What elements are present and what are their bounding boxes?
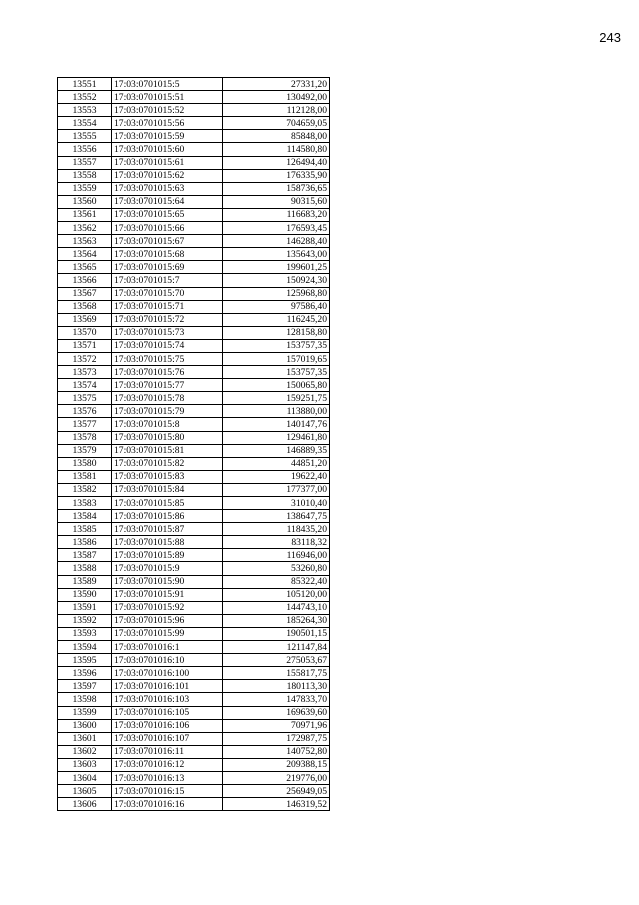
cadastral-number-cell: 17:03:0701016:13 <box>112 771 223 784</box>
row-number-cell: 13552 <box>58 91 112 104</box>
table-row <box>58 274 330 287</box>
cadastral-number-cell: 17:03:0701015:78 <box>112 392 223 405</box>
row-number-cell: 13584 <box>58 510 112 523</box>
table-row <box>58 536 330 549</box>
row-number-cell: 13585 <box>58 523 112 536</box>
row-number-cell: 13603 <box>58 758 112 771</box>
table-row <box>58 614 330 627</box>
cadastral-number-cell: 17:03:0701015:96 <box>112 614 223 627</box>
cadastral-number-cell: 17:03:0701015:87 <box>112 523 223 536</box>
table-row <box>58 523 330 536</box>
page-number: 243 <box>599 30 621 45</box>
table-row <box>58 575 330 588</box>
row-number-cell: 13591 <box>58 601 112 614</box>
table-row <box>58 431 330 444</box>
value-cell: 185264,30 <box>223 614 330 627</box>
cadastral-number-cell: 17:03:0701015:99 <box>112 627 223 640</box>
table-row <box>58 510 330 523</box>
row-number-cell: 13555 <box>58 130 112 143</box>
table-row <box>58 798 330 811</box>
cadastral-number-cell: 17:03:0701015:82 <box>112 457 223 470</box>
table-row <box>58 287 330 300</box>
value-cell: 150065,80 <box>223 379 330 392</box>
value-cell: 113880,00 <box>223 405 330 418</box>
table-row <box>58 418 330 431</box>
value-cell: 128158,80 <box>223 326 330 339</box>
table-row <box>58 470 330 483</box>
value-cell: 116946,00 <box>223 549 330 562</box>
cadastral-value-table <box>57 77 330 811</box>
row-number-cell: 13606 <box>58 798 112 811</box>
row-number-cell: 13577 <box>58 418 112 431</box>
value-cell: 90315,60 <box>223 195 330 208</box>
value-cell: 176335,90 <box>223 169 330 182</box>
table-row <box>58 104 330 117</box>
value-cell: 105120,00 <box>223 588 330 601</box>
row-number-cell: 13562 <box>58 222 112 235</box>
cadastral-number-cell: 17:03:0701015:7 <box>112 274 223 287</box>
value-cell: 53260,80 <box>223 562 330 575</box>
table-row <box>58 300 330 313</box>
cadastral-number-cell: 17:03:0701015:84 <box>112 483 223 496</box>
cadastral-number-cell: 17:03:0701015:79 <box>112 405 223 418</box>
table-row <box>58 143 330 156</box>
cadastral-number-cell: 17:03:0701015:69 <box>112 261 223 274</box>
row-number-cell: 13570 <box>58 326 112 339</box>
table-row <box>58 352 330 365</box>
row-number-cell: 13586 <box>58 536 112 549</box>
cadastral-number-cell: 17:03:0701015:5 <box>112 78 223 91</box>
cadastral-number-cell: 17:03:0701015:68 <box>112 248 223 261</box>
table-row <box>58 339 330 352</box>
value-cell: 146288,40 <box>223 235 330 248</box>
cadastral-number-cell: 17:03:0701015:85 <box>112 497 223 510</box>
table-row <box>58 195 330 208</box>
cadastral-number-cell: 17:03:0701015:56 <box>112 117 223 130</box>
cadastral-number-cell: 17:03:0701015:9 <box>112 562 223 575</box>
cadastral-number-cell: 17:03:0701016:15 <box>112 785 223 798</box>
row-number-cell: 13558 <box>58 169 112 182</box>
value-cell: 125968,80 <box>223 287 330 300</box>
value-cell: 44851,20 <box>223 457 330 470</box>
table-row <box>58 601 330 614</box>
value-cell: 159251,75 <box>223 392 330 405</box>
value-cell: 155817,75 <box>223 667 330 680</box>
table-row <box>58 457 330 470</box>
table-row <box>58 91 330 104</box>
value-cell: 112128,00 <box>223 104 330 117</box>
table-row <box>58 745 330 758</box>
value-cell: 172987,75 <box>223 732 330 745</box>
row-number-cell: 13589 <box>58 575 112 588</box>
row-number-cell: 13595 <box>58 654 112 667</box>
row-number-cell: 13598 <box>58 693 112 706</box>
value-cell: 180113,30 <box>223 680 330 693</box>
table-row <box>58 732 330 745</box>
row-number-cell: 13605 <box>58 785 112 798</box>
row-number-cell: 13559 <box>58 182 112 195</box>
cadastral-number-cell: 17:03:0701016:103 <box>112 693 223 706</box>
row-number-cell: 13583 <box>58 497 112 510</box>
value-cell: 153757,35 <box>223 339 330 352</box>
cadastral-number-cell: 17:03:0701016:106 <box>112 719 223 732</box>
table-row <box>58 379 330 392</box>
table-row <box>58 326 330 339</box>
cadastral-number-cell: 17:03:0701015:64 <box>112 195 223 208</box>
table-row <box>58 261 330 274</box>
row-number-cell: 13599 <box>58 706 112 719</box>
table-row <box>58 706 330 719</box>
table-row <box>58 719 330 732</box>
row-number-cell: 13567 <box>58 287 112 300</box>
table-row <box>58 654 330 667</box>
table-row <box>58 405 330 418</box>
cadastral-number-cell: 17:03:0701015:76 <box>112 366 223 379</box>
value-cell: 116245,20 <box>223 313 330 326</box>
row-number-cell: 13579 <box>58 444 112 457</box>
table-row <box>58 680 330 693</box>
cadastral-number-cell: 17:03:0701015:66 <box>112 222 223 235</box>
table-row <box>58 313 330 326</box>
value-cell: 126494,40 <box>223 156 330 169</box>
cadastral-number-cell: 17:03:0701015:91 <box>112 588 223 601</box>
value-cell: 31010,40 <box>223 497 330 510</box>
cadastral-number-cell: 17:03:0701015:52 <box>112 104 223 117</box>
table-row <box>58 169 330 182</box>
cadastral-number-cell: 17:03:0701016:100 <box>112 667 223 680</box>
row-number-cell: 13600 <box>58 719 112 732</box>
cadastral-number-cell: 17:03:0701015:73 <box>112 326 223 339</box>
row-number-cell: 13582 <box>58 483 112 496</box>
value-cell: 157019,65 <box>223 352 330 365</box>
row-number-cell: 13572 <box>58 352 112 365</box>
value-cell: 85322,40 <box>223 575 330 588</box>
row-number-cell: 13553 <box>58 104 112 117</box>
value-cell: 146319,52 <box>223 798 330 811</box>
row-number-cell: 13556 <box>58 143 112 156</box>
cadastral-number-cell: 17:03:0701016:11 <box>112 745 223 758</box>
value-cell: 19622,40 <box>223 470 330 483</box>
table-row <box>58 130 330 143</box>
cadastral-number-cell: 17:03:0701016:105 <box>112 706 223 719</box>
table-row <box>58 667 330 680</box>
cadastral-number-cell: 17:03:0701015:8 <box>112 418 223 431</box>
value-cell: 256949,05 <box>223 785 330 798</box>
value-cell: 199601,25 <box>223 261 330 274</box>
row-number-cell: 13573 <box>58 366 112 379</box>
value-cell: 121147,84 <box>223 641 330 654</box>
row-number-cell: 13588 <box>58 562 112 575</box>
value-cell: 114580,80 <box>223 143 330 156</box>
cadastral-number-cell: 17:03:0701016:16 <box>112 798 223 811</box>
row-number-cell: 13604 <box>58 771 112 784</box>
row-number-cell: 13581 <box>58 470 112 483</box>
table-row <box>58 156 330 169</box>
row-number-cell: 13594 <box>58 641 112 654</box>
table-row <box>58 208 330 221</box>
cadastral-number-cell: 17:03:0701016:10 <box>112 654 223 667</box>
value-cell: 70971,96 <box>223 719 330 732</box>
row-number-cell: 13576 <box>58 405 112 418</box>
cadastral-number-cell: 17:03:0701015:59 <box>112 130 223 143</box>
cadastral-number-cell: 17:03:0701015:71 <box>112 300 223 313</box>
cadastral-number-cell: 17:03:0701015:63 <box>112 182 223 195</box>
cadastral-number-cell: 17:03:0701015:65 <box>112 208 223 221</box>
row-number-cell: 13568 <box>58 300 112 313</box>
row-number-cell: 13596 <box>58 667 112 680</box>
value-cell: 116683,20 <box>223 208 330 221</box>
table-row <box>58 497 330 510</box>
cadastral-number-cell: 17:03:0701015:89 <box>112 549 223 562</box>
cadastral-number-cell: 17:03:0701015:86 <box>112 510 223 523</box>
value-cell: 118435,20 <box>223 523 330 536</box>
value-cell: 176593,45 <box>223 222 330 235</box>
value-cell: 140752,80 <box>223 745 330 758</box>
cadastral-number-cell: 17:03:0701015:51 <box>112 91 223 104</box>
table-row <box>58 483 330 496</box>
value-cell: 147833,70 <box>223 693 330 706</box>
table-row <box>58 248 330 261</box>
table-row <box>58 641 330 654</box>
value-cell: 129461,80 <box>223 431 330 444</box>
row-number-cell: 13561 <box>58 208 112 221</box>
value-cell: 83118,32 <box>223 536 330 549</box>
row-number-cell: 13587 <box>58 549 112 562</box>
value-cell: 169639,60 <box>223 706 330 719</box>
row-number-cell: 13580 <box>58 457 112 470</box>
row-number-cell: 13554 <box>58 117 112 130</box>
value-cell: 146889,35 <box>223 444 330 457</box>
cadastral-number-cell: 17:03:0701015:88 <box>112 536 223 549</box>
cadastral-number-cell: 17:03:0701015:90 <box>112 575 223 588</box>
table-row <box>58 78 330 91</box>
row-number-cell: 13569 <box>58 313 112 326</box>
value-cell: 704659,05 <box>223 117 330 130</box>
table-row <box>58 117 330 130</box>
cadastral-number-cell: 17:03:0701016:101 <box>112 680 223 693</box>
row-number-cell: 13597 <box>58 680 112 693</box>
table-row <box>58 627 330 640</box>
row-number-cell: 13590 <box>58 588 112 601</box>
cadastral-number-cell: 17:03:0701016:1 <box>112 641 223 654</box>
row-number-cell: 13593 <box>58 627 112 640</box>
cadastral-number-cell: 17:03:0701015:61 <box>112 156 223 169</box>
value-cell: 158736,65 <box>223 182 330 195</box>
row-number-cell: 13578 <box>58 431 112 444</box>
table-row <box>58 549 330 562</box>
cadastral-number-cell: 17:03:0701015:60 <box>112 143 223 156</box>
value-cell: 150924,30 <box>223 274 330 287</box>
value-cell: 97586,40 <box>223 300 330 313</box>
cadastral-number-cell: 17:03:0701015:81 <box>112 444 223 457</box>
table-row <box>58 444 330 457</box>
value-cell: 130492,00 <box>223 91 330 104</box>
cadastral-number-cell: 17:03:0701015:70 <box>112 287 223 300</box>
cadastral-number-cell: 17:03:0701015:72 <box>112 313 223 326</box>
row-number-cell: 13557 <box>58 156 112 169</box>
cadastral-number-cell: 17:03:0701015:77 <box>112 379 223 392</box>
table-row <box>58 366 330 379</box>
value-cell: 190501,15 <box>223 627 330 640</box>
row-number-cell: 13564 <box>58 248 112 261</box>
table-row <box>58 785 330 798</box>
value-cell: 27331,20 <box>223 78 330 91</box>
row-number-cell: 13563 <box>58 235 112 248</box>
cadastral-number-cell: 17:03:0701015:62 <box>112 169 223 182</box>
row-number-cell: 13574 <box>58 379 112 392</box>
row-number-cell: 13551 <box>58 78 112 91</box>
cadastral-number-cell: 17:03:0701015:83 <box>112 470 223 483</box>
cadastral-number-cell: 17:03:0701015:80 <box>112 431 223 444</box>
table-row <box>58 392 330 405</box>
value-cell: 219776,00 <box>223 771 330 784</box>
cadastral-number-cell: 17:03:0701015:74 <box>112 339 223 352</box>
value-cell: 140147,76 <box>223 418 330 431</box>
value-cell: 153757,35 <box>223 366 330 379</box>
table-row <box>58 758 330 771</box>
value-cell: 275053,67 <box>223 654 330 667</box>
value-cell: 177377,00 <box>223 483 330 496</box>
cadastral-number-cell: 17:03:0701015:67 <box>112 235 223 248</box>
table-row <box>58 222 330 235</box>
row-number-cell: 13565 <box>58 261 112 274</box>
table-row <box>58 693 330 706</box>
row-number-cell: 13601 <box>58 732 112 745</box>
cadastral-number-cell: 17:03:0701015:92 <box>112 601 223 614</box>
row-number-cell: 13560 <box>58 195 112 208</box>
row-number-cell: 13592 <box>58 614 112 627</box>
table-body <box>58 78 330 811</box>
value-cell: 138647,75 <box>223 510 330 523</box>
cadastral-number-cell: 17:03:0701015:75 <box>112 352 223 365</box>
row-number-cell: 13602 <box>58 745 112 758</box>
table-row <box>58 235 330 248</box>
row-number-cell: 13575 <box>58 392 112 405</box>
row-number-cell: 13571 <box>58 339 112 352</box>
cadastral-number-cell: 17:03:0701016:107 <box>112 732 223 745</box>
value-cell: 209388,15 <box>223 758 330 771</box>
row-number-cell: 13566 <box>58 274 112 287</box>
value-cell: 144743,10 <box>223 601 330 614</box>
value-cell: 135643,00 <box>223 248 330 261</box>
table-row <box>58 562 330 575</box>
table-row <box>58 182 330 195</box>
cadastral-number-cell: 17:03:0701016:12 <box>112 758 223 771</box>
value-cell: 85848,00 <box>223 130 330 143</box>
table-row <box>58 588 330 601</box>
table-row <box>58 771 330 784</box>
